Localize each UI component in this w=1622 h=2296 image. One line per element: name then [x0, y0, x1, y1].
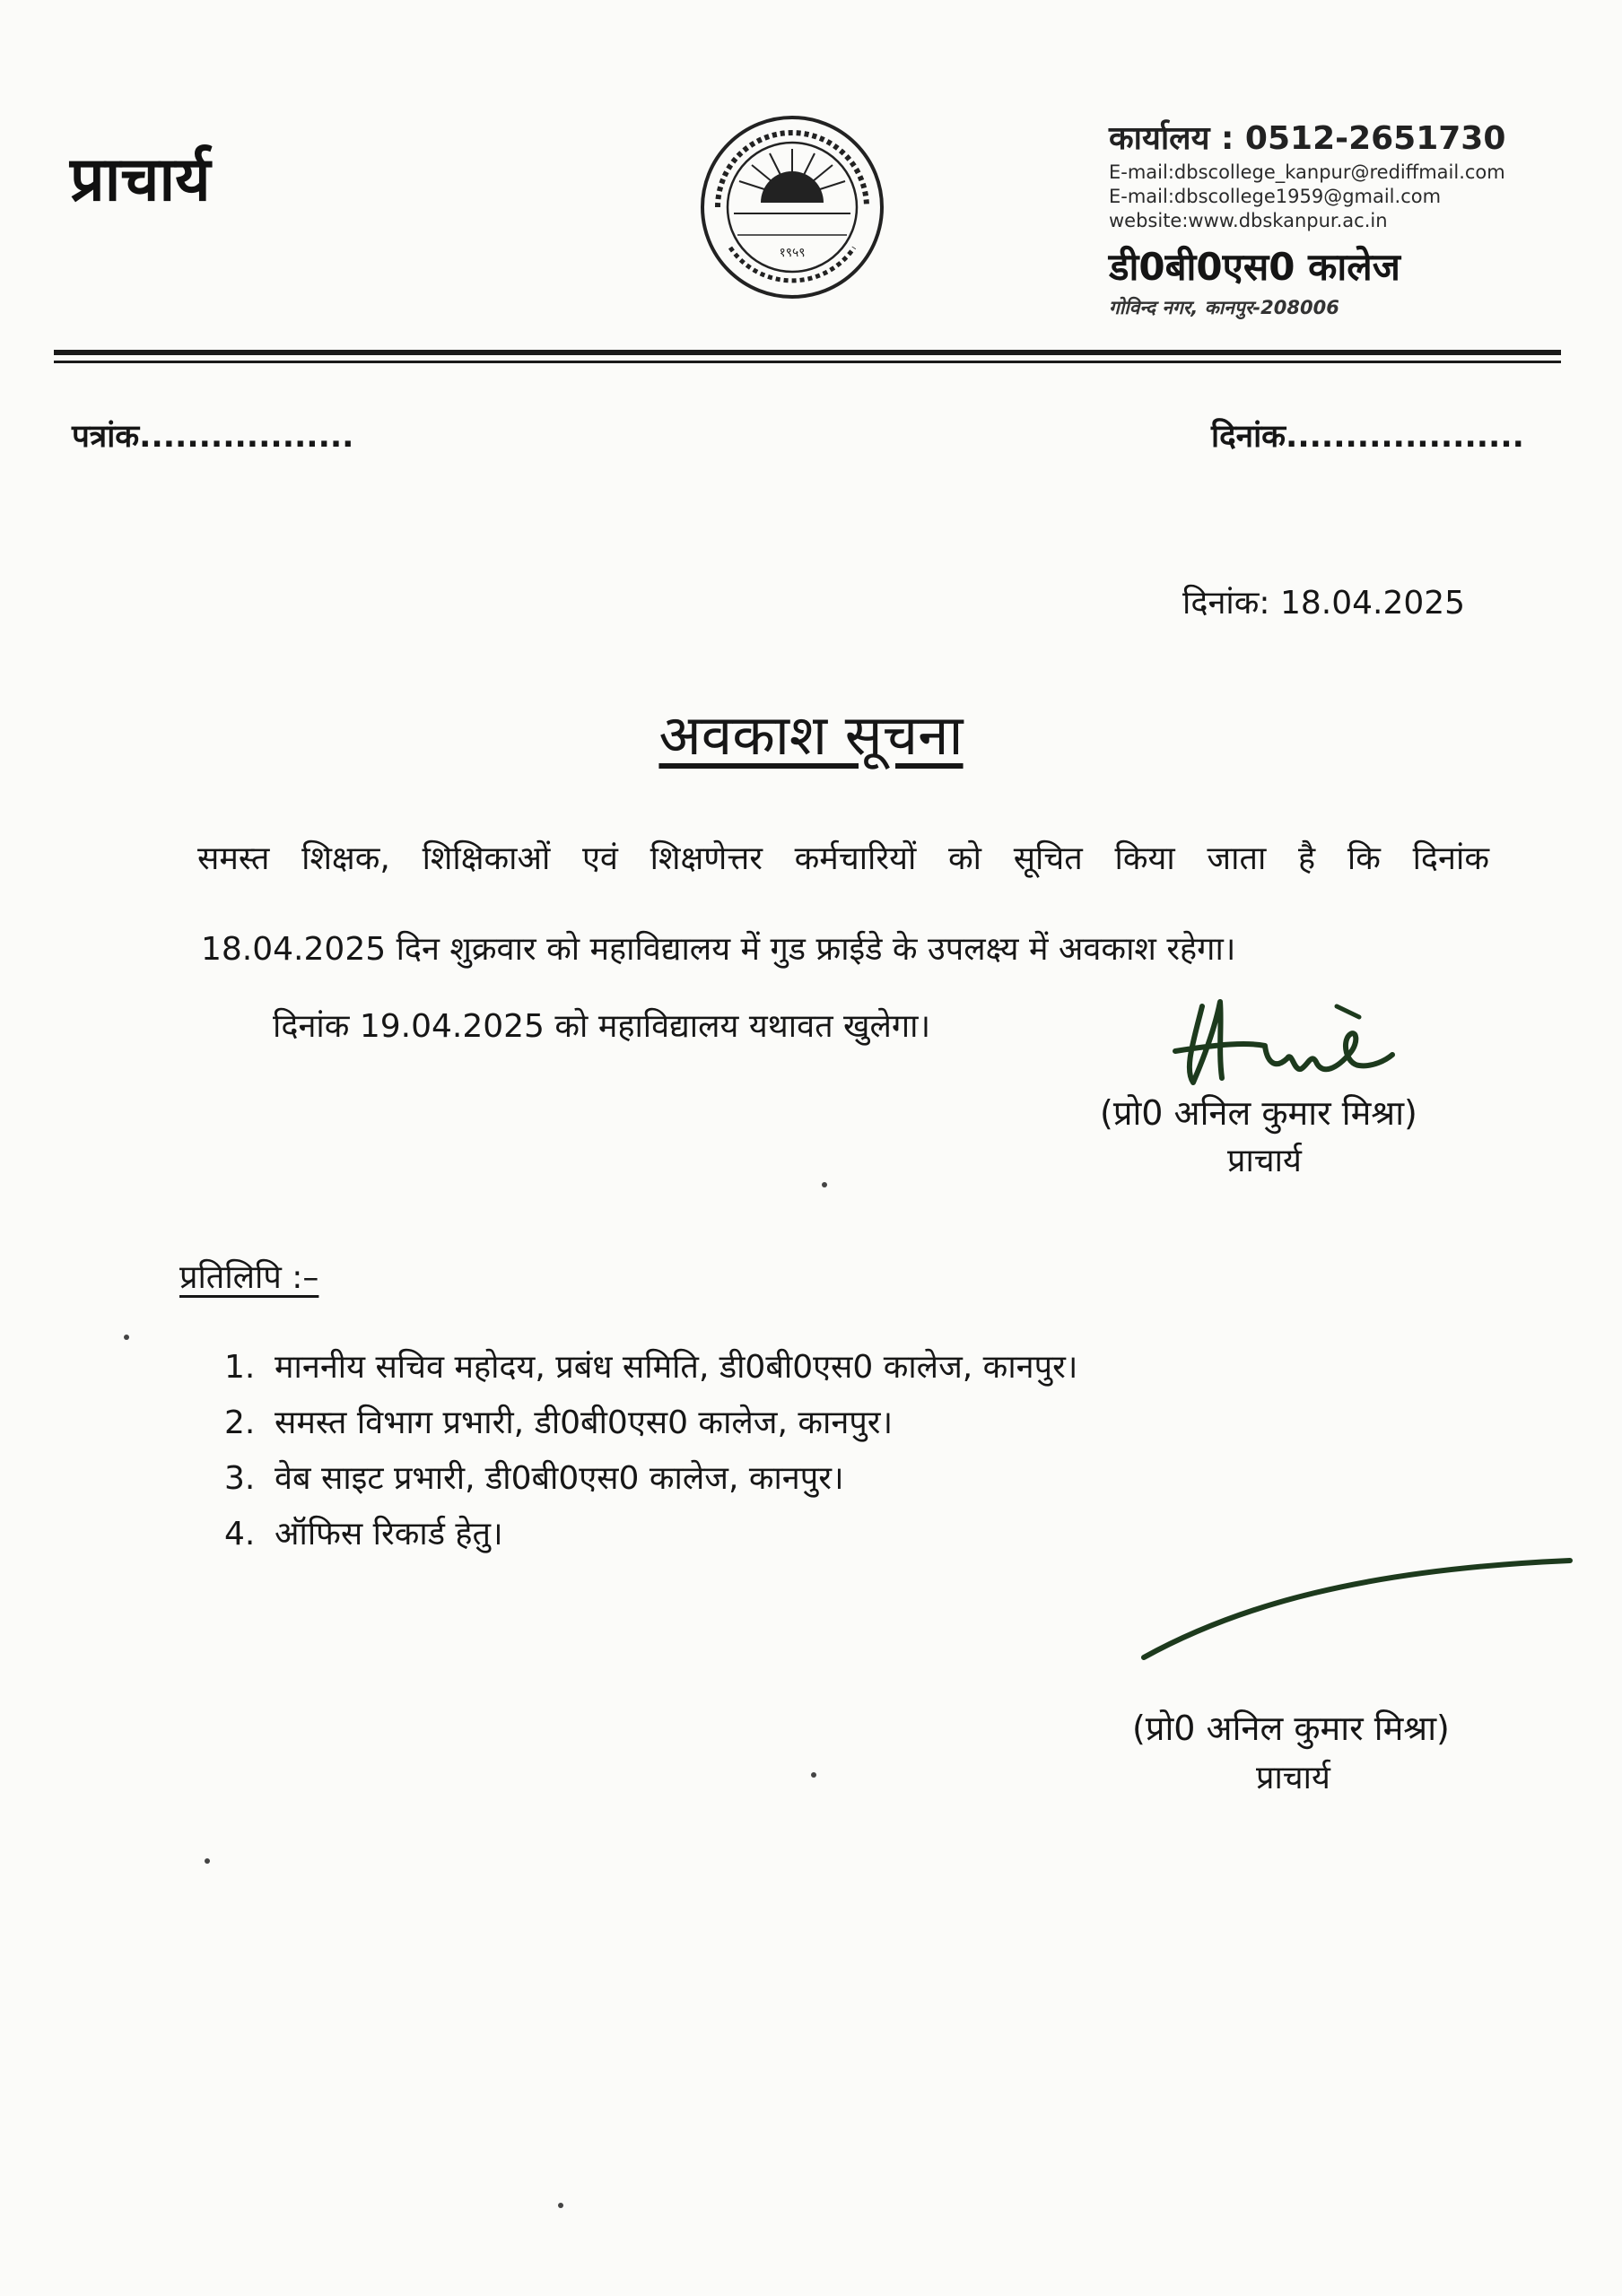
email-2: E-mail:dbscollege1959@gmail.com	[1109, 186, 1442, 207]
college-seal-icon	[698, 113, 886, 301]
office-phone: कार्यालय : 0512-2651730	[1109, 120, 1506, 157]
notice-heading-wrap	[0, 696, 1622, 771]
contact-block	[1109, 115, 1593, 320]
second-signature-icon	[1130, 1543, 1579, 1668]
list-item-number: 4.	[224, 1516, 256, 1552]
header-rule-thin	[54, 361, 1561, 363]
second-signatory-designation: प्राचार्य	[1256, 1760, 1330, 1796]
list-item-text: वेब साइट प्रभारी, डी0बी0एस0 कालेज, कानपुर।	[275, 1460, 844, 1497]
principal-signature-icon	[1166, 988, 1400, 1096]
notice-line-2: 18.04.2025 दिन शुक्रवार को महाविद्यालय में गुड फ्राईडे के उपलक्ष्य में अवकाश रहेगा।	[201, 931, 1236, 968]
copy-to-list	[224, 1344, 1077, 1566]
notice-heading: अवकाश सूचना	[658, 702, 964, 768]
list-item	[224, 1510, 1077, 1566]
notice-line-1: समस्त शिक्षक, शिक्षिकाओं एवं शिक्षणेत्तर कर्मचारियों को सूचित किया जाता है कि दिनांक	[197, 840, 1489, 877]
list-item	[224, 1399, 1077, 1455]
notice-body	[197, 840, 1489, 877]
scan-speck	[205, 1858, 210, 1864]
scan-speck	[558, 2203, 563, 2208]
list-item-text: माननीय सचिव महोदय, प्रबंध समिति, डी0बी0एस0 कालेज, कानपुर।	[275, 1349, 1078, 1386]
list-item-text: समस्त विभाग प्रभारी, डी0बी0एस0 कालेज, कानपुर।	[275, 1405, 894, 1441]
scan-speck	[124, 1335, 129, 1340]
list-item-text: ऑफिस रिकार्ड हेतु।	[275, 1516, 503, 1552]
scan-speck	[822, 1182, 827, 1187]
scan-speck	[811, 1772, 816, 1778]
letterhead-date-field: दिनांक....................	[1211, 419, 1524, 455]
list-item	[224, 1455, 1077, 1510]
second-signatory-name: (प्रो0 अनिल कुमार मिश्रा)	[1132, 1709, 1450, 1748]
notice-date: दिनांक: 18.04.2025	[1182, 585, 1466, 622]
list-item-number: 2.	[224, 1405, 256, 1441]
list-item	[224, 1344, 1077, 1399]
copy-to-heading: प्रतिलिपि :–	[179, 1259, 319, 1296]
website: website:www.dbskanpur.ac.in	[1109, 210, 1388, 231]
notice-line-3: दिनांक 19.04.2025 को महाविद्यालय यथावत खुलेगा।	[273, 1008, 931, 1045]
email-1: E-mail:dbscollege_kanpur@rediffmail.com	[1109, 161, 1505, 183]
signatory-designation: प्राचार्य	[1227, 1143, 1302, 1179]
signatory-name: (प्रो0 अनिल कुमार मिश्रा)	[1100, 1093, 1417, 1133]
header-rule-thick	[54, 350, 1561, 355]
college-address: गोविन्द नगर, कानपुर-208006	[1109, 297, 1339, 318]
list-item-number: 3.	[224, 1460, 256, 1497]
reference-number: पत्रांक..................	[72, 419, 354, 455]
letterhead-title: प्राचार्य	[70, 144, 211, 215]
college-name: डी0बी0एस0 कालेज	[1109, 245, 1400, 289]
list-item-number: 1.	[224, 1349, 256, 1386]
seal-year: १९५९	[779, 246, 806, 260]
